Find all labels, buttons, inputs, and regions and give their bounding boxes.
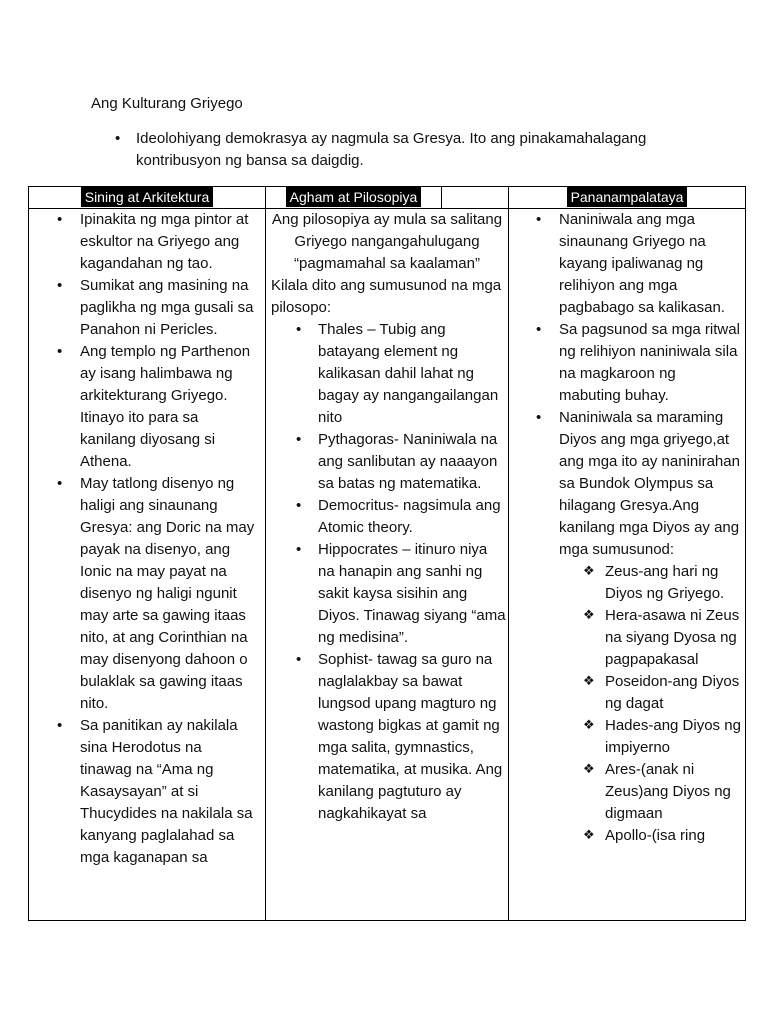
list-item: • Naniniwala ang mga sinaunang Griyego na kayang ipaliwanag ng relihiyon ang mga pagbabago sa kalikasan. xyxy=(509,209,745,319)
agham-intro: Ang pilosopiya ay mula sa salitang Griyego nangangahulugang “pagmamahal sa kaalaman” xyxy=(271,211,503,272)
intro-bullet xyxy=(115,128,715,172)
header-pananampalataya xyxy=(509,187,746,209)
table-body-row xyxy=(29,209,746,921)
table-header-row xyxy=(29,187,746,209)
list-item: • Pythagoras- Naniniwala na ang sanlibutan ay naaayon sa batas ng matematika. xyxy=(266,429,508,495)
gods-list xyxy=(509,561,745,847)
header-sining xyxy=(29,187,266,209)
god-item: ❖ Hera-asawa ni Zeus na siyang Dyosa ng pagpapakasal xyxy=(509,605,745,671)
list-item: • Democritus- nagsimula ang Atomic theory. xyxy=(266,495,508,539)
god-item: ❖ Hades-ang Diyos ng impiyerno xyxy=(509,715,745,759)
god-item: ❖ Apollo-(isa ring xyxy=(509,825,745,847)
sining-column xyxy=(29,209,266,921)
god-item: ❖ Ares-(anak ni Zeus)ang Diyos ng digmaan xyxy=(509,759,745,825)
list-item: • Ipinakita ng mga pintor at eskultor na Griyego ang kagandahan ng tao. xyxy=(29,209,256,275)
list-item: • Ang templo ng Parthenon ay isang halimbawa ng arkitekturang Griyego. Itinayo ito para sa kanilang diyosang si Athena. xyxy=(29,341,256,473)
header-agham-label: Agham at Pilosopiya xyxy=(286,187,422,207)
god-item: ❖ Poseidon-ang Diyos ng dagat xyxy=(509,671,745,715)
culture-table xyxy=(28,186,746,921)
bullet-icon: • xyxy=(115,130,121,147)
header-pananampalataya-label: Pananampalataya xyxy=(567,187,688,207)
intro-line: Ideolohiyang demokrasya ay nagmula sa Gresya. Ito ang pinakamahalagang xyxy=(136,130,647,147)
list-item: • May tatlong disenyo ng haligi ang sinaunang Gresya: ang Doric na may payak na disenyo, ang Ionic na may payat na disenyo ng haligi ngunit may arte sa gawing itaas nito, at ang Corinthian na may disenyong dahoon o bulaklak sa gawing itaas nito. xyxy=(29,473,256,715)
agham-column xyxy=(266,209,509,921)
list-item: • Sa pagsunod sa mga ritwal ng relihiyon naniniwala sila na magkaroon ng mabuting buhay. xyxy=(509,319,745,407)
list-item: • Sophist- tawag sa guro na naglalakbay sa bawat lungsod upang magturo ng wastong bigkas at gamit ng mga salita, gymnastics, matematika, at musika. Ang kanilang pagtuturo ay nagkahikayat sa xyxy=(266,649,508,825)
header-spacer xyxy=(442,187,509,209)
list-item: • Naniniwala sa maraming Diyos ang mga griyego,at ang mga ito ay naninirahan sa Bundok Olympus sa hilagang Gresya.Ang kanilang mga Diyos ay ang mga sumusunod: xyxy=(509,407,745,561)
list-item: • Thales – Tubig ang batayang element ng kalikasan dahil lahat ng bagay ay nangangailangan nito xyxy=(266,319,508,429)
list-item: • Hippocrates – itinuro niya na hanapin ang sanhi ng sakit kaysa sisihin ang Diyos. Tinawag siyang “ama ng medisina”. xyxy=(266,539,508,649)
agham-intro-2: Kilala dito ang sumusunod na mga pilosopo: xyxy=(271,277,502,316)
pananampalataya-column xyxy=(509,209,746,921)
intro-line: kontribusyon ng bansa sa daigdig. xyxy=(136,152,364,169)
document-title: Ang Kulturang Griyego xyxy=(91,95,243,112)
header-agham xyxy=(266,187,442,209)
header-sining-label: Sining at Arkitektura xyxy=(81,187,214,207)
list-item: • Sa panitikan ay nakilala sina Herodotus na tinawag na “Ama ng Kasaysayan” at si Thucydides na nakilala sa kanyang paglalahad sa mga kaganapan sa xyxy=(29,715,256,869)
god-item: ❖ Zeus-ang hari ng Diyos ng Griyego. xyxy=(509,561,745,605)
list-item: • Sumikat ang masining na paglikha ng mga gusali sa Panahon ni Pericles. xyxy=(29,275,256,341)
